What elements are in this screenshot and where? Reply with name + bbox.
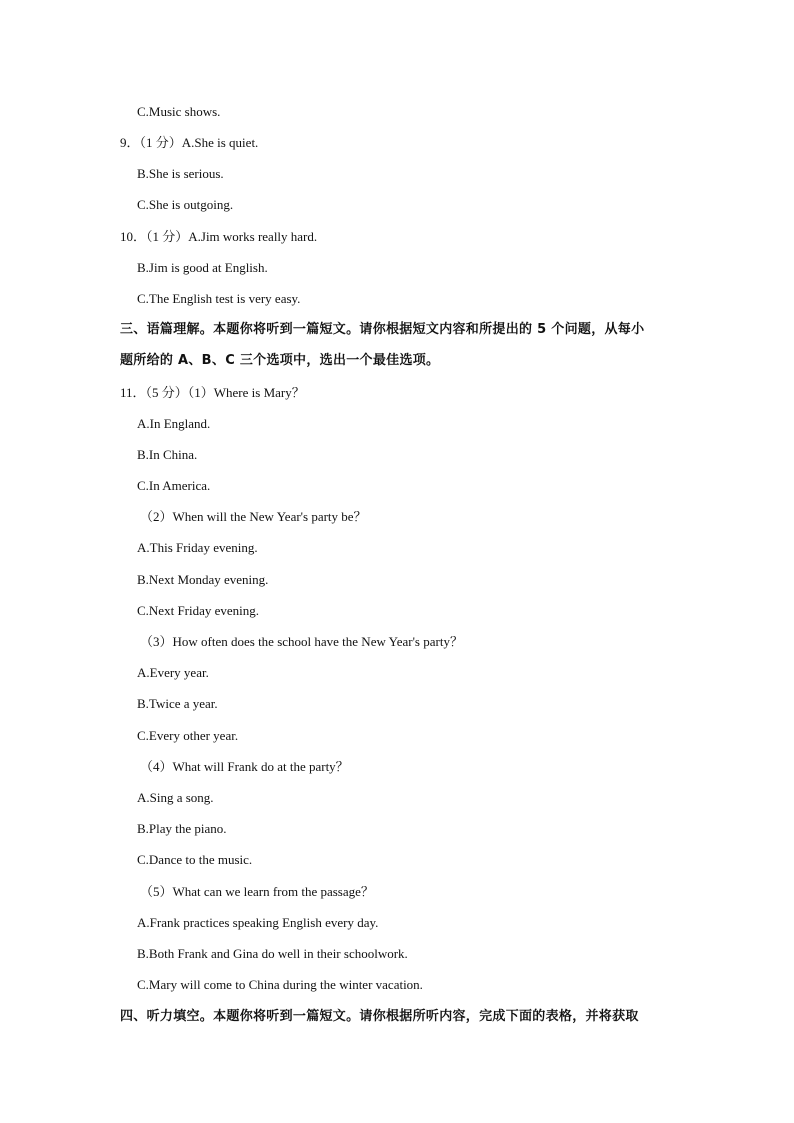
q10-option-b: B.Jim is good at English.	[137, 260, 268, 275]
q8-option-c: C.Music shows.	[137, 104, 221, 119]
q9-option-c: C.She is outgoing.	[137, 197, 234, 212]
q11-3-option-b: B.Twice a year.	[137, 696, 218, 711]
q11-3-option-c: C.Every other year.	[137, 728, 239, 743]
section3-heading-line1: 三、语篇理解。本题你将听到一篇短文。请你根据短文内容和所提出的 5 个问题，从每小	[120, 322, 645, 337]
q10-option-c: C.The English test is very easy.	[137, 291, 301, 306]
q11-4-option-c: C.Dance to the music.	[137, 852, 253, 867]
q11-5-option-c: C.Mary will come to China during the winter vacation.	[137, 977, 423, 992]
section3-heading-line2: 题所给的 A、B、C 三个选项中，选出一个最佳选项。	[120, 353, 440, 368]
q11-3-option-a: A.Every year.	[137, 665, 209, 680]
q11-1-option-a: A.In England.	[137, 416, 211, 431]
q11-1-option-c: C.In America.	[137, 478, 211, 493]
q11-2-option-b: B.Next Monday evening.	[137, 572, 269, 587]
q11-stem: 11．（5 分）（1）Where is Mary？	[120, 385, 305, 400]
q11-1-option-b: B.In China.	[137, 447, 198, 462]
q11-5-option-b: B.Both Frank and Gina do well in their schoolwork.	[137, 946, 408, 961]
q11-5-option-a: A.Frank practices speaking English every day.	[137, 915, 379, 930]
q11-5-question: （5）What can we learn from the passage？	[140, 884, 374, 899]
q11-2-question: （2）When will the New Year's party be？	[140, 509, 367, 524]
q11-4-option-a: A.Sing a song.	[137, 790, 214, 805]
q11-4-option-b: B.Play the piano.	[137, 821, 227, 836]
q11-2-option-a: A.This Friday evening.	[137, 540, 258, 555]
q11-2-option-c: C.Next Friday evening.	[137, 603, 260, 618]
q9-stem: 9．（1 分）A.She is quiet.	[120, 135, 259, 150]
q9-option-b: B.She is serious.	[137, 166, 224, 181]
q11-4-question: （4）What will Frank do at the party？	[140, 759, 349, 774]
q11-3-question: （3）How often does the school have the New Year's party？	[140, 634, 463, 649]
section4-heading-line1: 四、听力填空。本题你将听到一篇短文。请你根据所听内容，完成下面的表格，并将获取	[120, 1009, 639, 1024]
q10-stem: 10．（1 分）A.Jim works really hard.	[120, 229, 318, 244]
